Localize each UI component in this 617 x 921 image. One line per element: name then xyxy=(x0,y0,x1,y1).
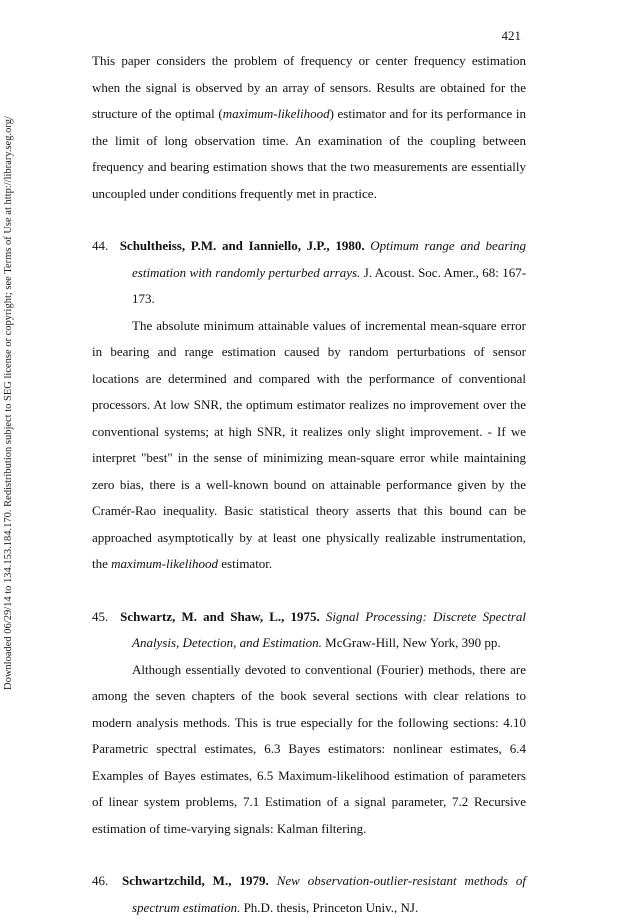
reference-citation: 46. Schwartzchild, M., 1979. New observation-outlier-resistant methods of spectrum estimation. Ph.D. thesis, Princeton Univ., NJ. xyxy=(92,873,526,915)
reference-citation: 45. Schwartz, M. and Shaw, L., 1975. Signal Processing: Discrete Spectral Analysis, Detection, and Estimation. McGraw-Hill, New York, 390 pp. xyxy=(92,608,526,650)
reference-title: Signal Processing: Discrete Spectral Analysis, Detection, and Estimation. xyxy=(132,608,526,650)
reference-abstract: The absolute minimum attainable values of incremental mean-square error in bearing and range estimation caused by random perturbations of sensor locations are determined and compared with the performance of conventional processors. At low SNR, the optimum estimator realizes no improvement over the conventional systems; at high SNR, it realizes only slight improvement. - If we interpret "best" in the sense of minimizing mean-square error while maintaining zero bias, there is a well-known bound on attainable performance given by the Cramér-Rao inequality. Basic statistical theory asserts that this bound can be approached asymptotically by at least one physically realizable instrumentation, the maximum-likelihood estimator. xyxy=(92,317,526,571)
reference-authors: Schwartz, M. and Shaw, L., 1975. xyxy=(120,608,320,624)
reference-source: McGraw-Hill, New York, 390 pp. xyxy=(325,635,501,650)
reference-title: Optimum range and bearing estimation with randomly perturbed arrays. xyxy=(132,238,526,280)
page-body xyxy=(92,48,526,921)
reference-citation: 44. Schultheiss, P.M. and Ianniello, J.P., 1980. Optimum range and bearing estimation with randomly perturbed arrays. J. Acoust. Soc. Amer., 68: 167-173. xyxy=(92,238,527,306)
reference-entry-45 xyxy=(92,604,526,843)
reference-entry-46 xyxy=(92,868,526,921)
reference-source: Ph.D. thesis, Princeton Univ., NJ. xyxy=(243,899,419,915)
reference-source: J. Acoust. Soc. Amer., 68: 167-173. xyxy=(132,264,527,306)
reference-authors: Schultheiss, P.M. and Ianniello, J.P., 1980. xyxy=(119,238,365,253)
download-notice: Downloaded 06/29/14 to 134.153.184.170. Redistribution subject to SEG license or copyright; see Terms of Use at http://library.seg.org/ xyxy=(3,116,14,690)
reference-authors: Schwartzchild, M., 1979. xyxy=(122,873,269,888)
reference-entry-44 xyxy=(92,233,526,578)
reference-title: New observation-outlier-resistant methods of spectrum estimation. xyxy=(132,873,526,915)
reference-abstract: Although essentially devoted to conventional (Fourier) methods, there are among the seven chapters of the book several sections with clear relations to modern analysis methods. This is true especially for the following sections: 4.10 Parametric spectral estimates, 6.3 Bayes estimators: nonlinear estimates, 6.4 Examples of Bayes estimates, 6.5 Maximum-likelihood estimation of parameters of linear system problems, 7.1 Estimation of a signal parameter, 7.2 Recursive estimation of time-varying signals: Kalman filtering. xyxy=(92,661,526,836)
intro-paragraph: This paper considers the problem of frequency or center frequency estimation when the signal is observed by an array of sensors. Results are obtained for the structure of the optimal (maximum-likelihood) estimator and for its performance in the limit of long observation time. An examination of the coupling between frequency and bearing estimation shows that the two measurements are essentially uncoupled under conditions frequently met in practice. xyxy=(92,53,526,201)
page-number: 421 xyxy=(501,28,521,43)
